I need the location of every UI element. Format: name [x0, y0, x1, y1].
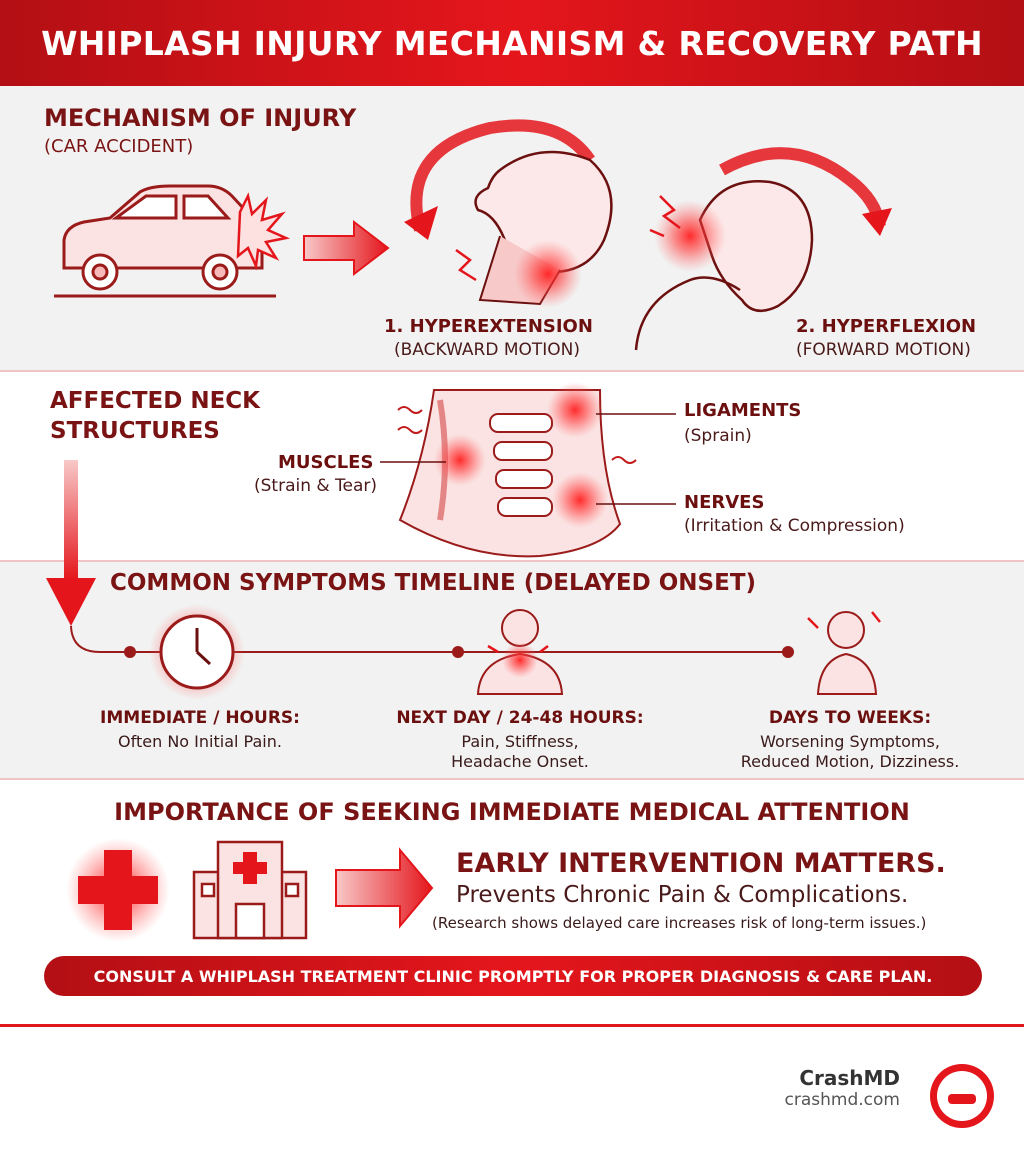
hyperflexion-label: 2. HYPERFLEXION [796, 316, 977, 337]
consult-callout-text: CONSULT A WHIPLASH TREATMENT CLINIC PROMPTLY FOR PROPER DIAGNOSIS & CARE PLAN. [93, 966, 933, 986]
neck-anatomy-icon [398, 382, 636, 556]
flow-arrow-icon [304, 222, 388, 274]
timeline-node [124, 646, 136, 658]
nerves-desc: (Irritation & Compression) [684, 516, 905, 536]
stage-3-desc-line1: Worsening Symptoms, [760, 732, 940, 751]
timeline-node [782, 646, 794, 658]
stage-1-desc: Often No Initial Pain. [118, 732, 282, 751]
clock-icon [149, 604, 245, 700]
attention-heading: IMPORTANCE OF SEEKING IMMEDIATE MEDICAL ATTENTION [114, 798, 910, 826]
hyperextension-icon [404, 125, 611, 308]
timeline-node [452, 646, 464, 658]
intervention-arrow-icon [336, 850, 432, 926]
ligaments-label: LIGAMENTS [684, 400, 802, 421]
hyperflexion-desc: (FORWARD MOTION) [796, 340, 971, 360]
hyperextension-desc: (BACKWARD MOTION) [394, 340, 581, 360]
brand-name: CrashMD [799, 1066, 900, 1090]
medical-cross-icon [66, 838, 170, 942]
intervention-headline: EARLY INTERVENTION MATTERS. [456, 848, 946, 879]
consult-callout [44, 956, 982, 996]
stage-2-desc-line1: Pain, Stiffness, [461, 732, 579, 751]
timeline-heading: COMMON SYMPTOMS TIMELINE (DELAYED ONSET) [110, 570, 757, 596]
stage-2-title: NEXT DAY / 24-48 HOURS: [396, 708, 644, 728]
ligaments-desc: (Sprain) [684, 426, 752, 446]
stage-3-desc-line2: Reduced Motion, Dizziness. [740, 752, 960, 771]
crashmd-logo [930, 1064, 994, 1128]
mechanism-subheading: (CAR ACCIDENT) [44, 136, 194, 157]
nerves-label: NERVES [684, 492, 765, 513]
down-arrow-icon [46, 460, 130, 652]
page-title: WHIPLASH INJURY MECHANISM & RECOVERY PATH [41, 23, 983, 63]
dizzy-person-icon [808, 612, 880, 694]
structures-heading-line1: AFFECTED NECK [50, 388, 260, 414]
stage-2-desc-line2: Headache Onset. [451, 752, 589, 771]
hospital-icon [194, 842, 306, 938]
structures-heading-line2: STRUCTURES [50, 418, 220, 444]
muscles-label: MUSCLES [278, 452, 374, 473]
intervention-subline: Prevents Chronic Pain & Complications. [456, 882, 909, 908]
intervention-note: (Research shows delayed care increases risk of long-term issues.) [432, 914, 927, 932]
mechanism-heading: MECHANISM OF INJURY [44, 104, 357, 132]
stage-3-title: DAYS TO WEEKS: [768, 708, 932, 728]
stage-1-title: IMMEDIATE / HOURS: [100, 708, 300, 728]
muscles-desc: (Strain & Tear) [254, 476, 378, 496]
brand-url[interactable]: crashmd.com [784, 1090, 900, 1110]
hyperextension-label: 1. HYPEREXTENSION [384, 316, 593, 337]
